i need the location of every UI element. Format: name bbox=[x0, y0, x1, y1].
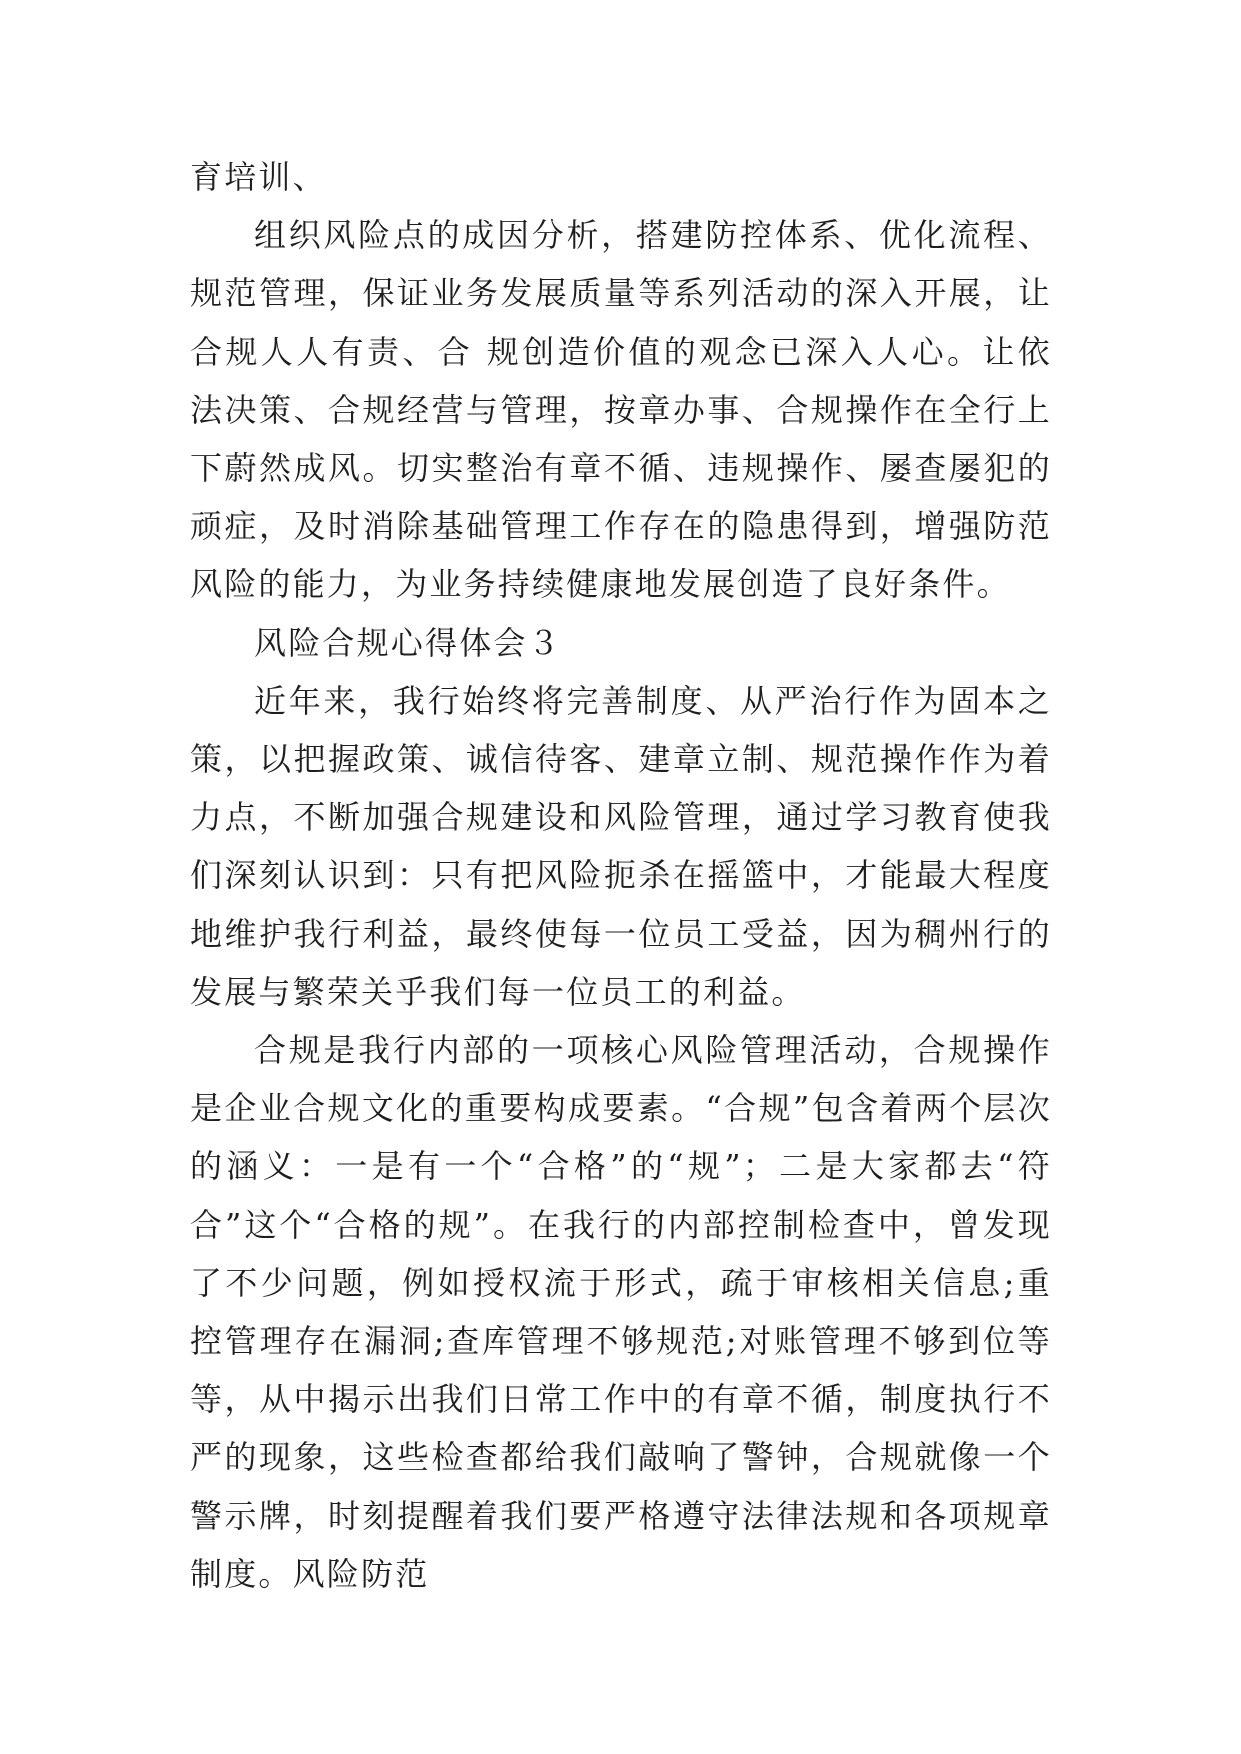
paragraph-continuation: 育培训、 bbox=[190, 158, 327, 196]
paragraph-recent-years: 近年来，我行始终将完善制度、从严治行作为固本之策，以把握政策、诚信待客、建章立制、规范操作作为着力点，不断加强合规建设和风险管理，通过学习教育使我们深刻认识到：只有把风险扼杀在摇篮中，才能最大程度地维护我行利益，最终使每一位员工受益，因为稠州行的发展与繁荣关乎我们每一位员工的利益。 bbox=[190, 681, 1052, 1011]
document-body bbox=[190, 148, 1052, 1603]
paragraph-compliance-core: 合规是我行内部的一项核心风险管理活动，合规操作是企业合规文化的重要构成要素。“合规”包含着两个层次的涵义：一是有一个“合格”的“规”；二是大家都去“符合”这个“合格的规”。在我行的内部控制检查中，曾发现了不少问题，例如授权流于形式，疏于审核相关信息;重控管理存在漏洞;查库管理不够规范;对账管理不够到位等等，从中揭示出我们日常工作中的有章不循，制度执行不严的现象，这些检查都给我们敲响了警钟，合规就像一个警示牌，时刻提醒着我们要严格遵守法律法规和各项规章制度。风险防范 bbox=[190, 1031, 1052, 1593]
paragraph-risk-analysis: 组织风险点的成因分析，搭建防控体系、优化流程、规范管理，保证业务发展质量等系列活动的深入开展，让合规人人有责、合 规创造价值的观念已深入人心。让依法决策、合规经营与管理，按章办事、合规操作在全行上下蔚然成风。切实整治有章不循、违规操作、屡查屡犯的顽症，及时消除基础管理工作存在的隐患得到，增强防范风险的能力，为业务持续健康地发展创造了良好条件。 bbox=[190, 216, 1052, 604]
section-heading: 风险合规心得体会３ bbox=[254, 623, 562, 662]
